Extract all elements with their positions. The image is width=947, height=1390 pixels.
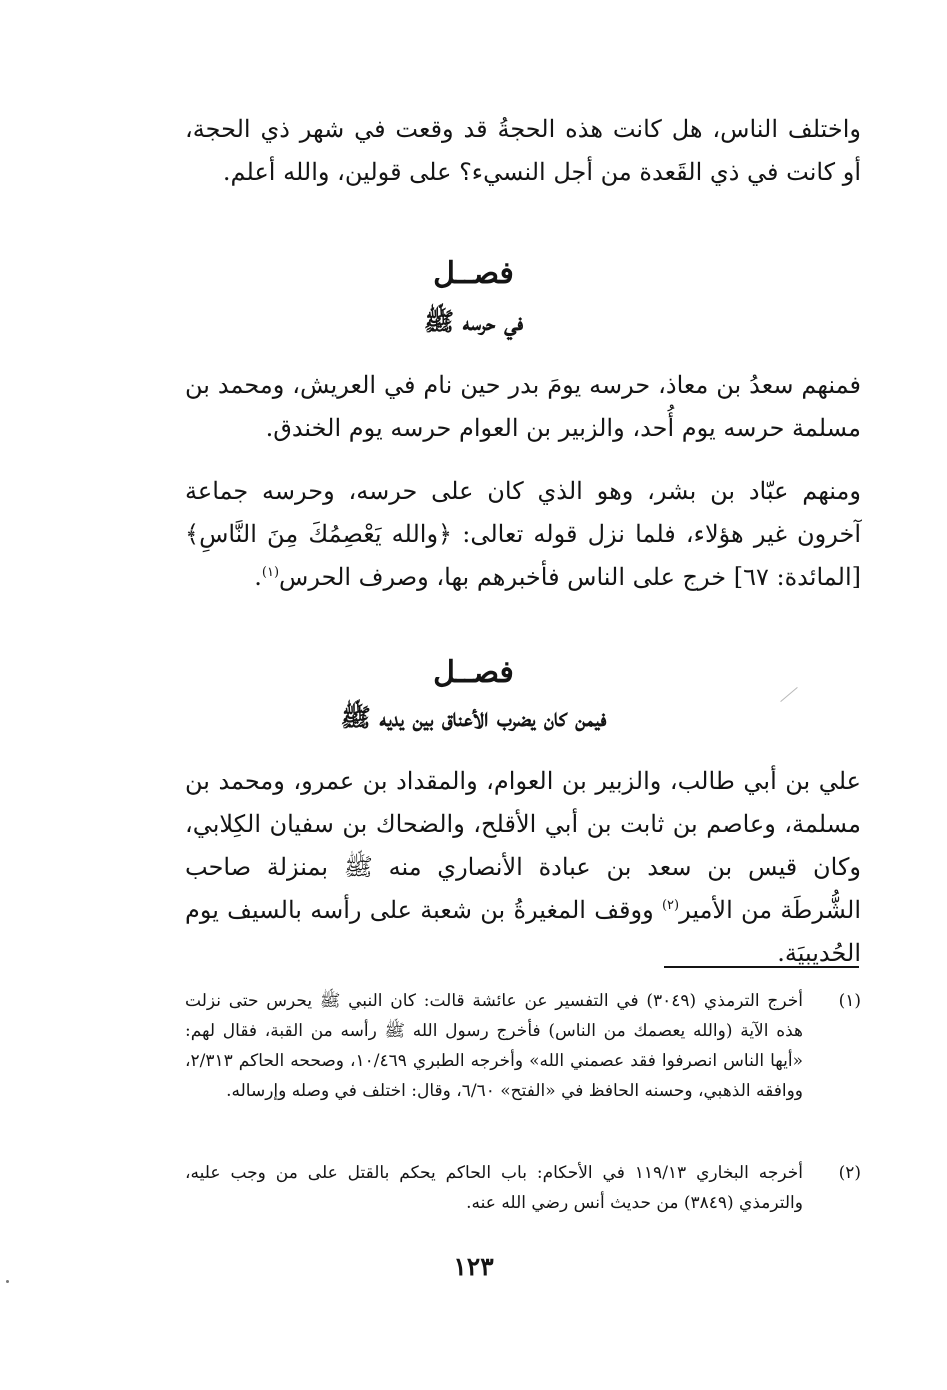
guards-paragraph-1: فمنهم سعدُ بن معاذ، حرسه يومَ بدر حين نام في العريش، ومحمد بن مسلمة حرسه يوم أُحد، والزبير بن العوام حرسه يوم الخندق. [185,371,861,442]
executioners-paragraph [185,760,861,975]
intro-paragraph: واختلف الناس، هل كانت هذه الحجةُ قد وقعت في شهر ذي الحجة، أو كانت في ذي القَعدة من أجل النسيء؟ على قولين، والله أعلم. [185,115,861,186]
section-subheading-guards: في حرسه ﷺ [423,307,524,336]
section-subheading-executioners: فيمن كان يضرب الأعناق بين يديه ﷺ [340,703,607,732]
section-heading-fasl-2: فصــل [433,655,514,690]
footnote-2-number: (٢) [838,1163,861,1183]
footnote-2 [185,1158,861,1218]
footnote-1-number: (١) [838,991,861,1011]
page-number: ١٢٣ [453,1252,494,1281]
scan-dot [6,1280,9,1283]
footnote-separator [664,966,859,968]
guards-paragraph-2-end: . [254,563,262,591]
footnote-2-text: أخرجه البخاري ١١٩/١٣ في الأحكام: باب الحاكم يحكم بالقتل على من وجب عليه، والترمذي (٣٨٤٩) من حديث أنس رضي الله عنه. [185,1163,803,1213]
footnote-ref-1: (١) [261,565,280,580]
executioners-paragraph-text-b: ووقف المغيرةُ بن شعبة على رأسه بالسيف يوم الحُديبيَة. [185,896,861,967]
footnote-ref-2: (٢) [661,898,680,913]
guards-paragraph-2-text: ومنهم عبّاد بن بشر، وهو الذي كان على حرسه، وحرسه جماعة آخرون غير هؤلاء، فلما نزل قوله تعالى: ﴿والله يَعْصِمُكَ مِنَ النَّاسِ﴾ [المائدة: ٦٧] خرج على الناس فأخبرهم بها، وصرف الحرس [185,477,861,591]
guards-paragraph-2 [185,470,861,599]
executioners-paragraph-text-a: علي بن أبي طالب، والزبير بن العوام، والمقداد بن عمرو، ومحمد بن مسلمة، وعاصم بن ثابت بن أبي الأقلح، والضحاك بن سفيان الكِلابي، وكان قيس بن سعد بن عبادة الأنصاري منه ﷺ بمنزلة صاحب الشُّرطَة من الأمير [185,767,861,924]
section-heading-fasl-1: فصــل [433,256,514,291]
footnote-1 [185,986,861,1106]
footnote-1-text: أخرج الترمذي (٣٠٤٩) في التفسير عن عائشة قالت: كان النبي ﷺ يحرس حتى نزلت هذه الآية (والله يعصمك من الناس) فأخرج رسول الله ﷺ رأسه من القبة، فقال لهم: «أيها الناس انصرفوا فقد عصمني الله» وأخرجه الطبري ١٠/٤٦٩، وصححه الحاكم ٢/٣١٣، ووافقه الذهبي، وحسنه الحافظ في «الفتح» ٦/٦٠، وقال: اختلف في وصله وإرساله. [185,991,803,1101]
